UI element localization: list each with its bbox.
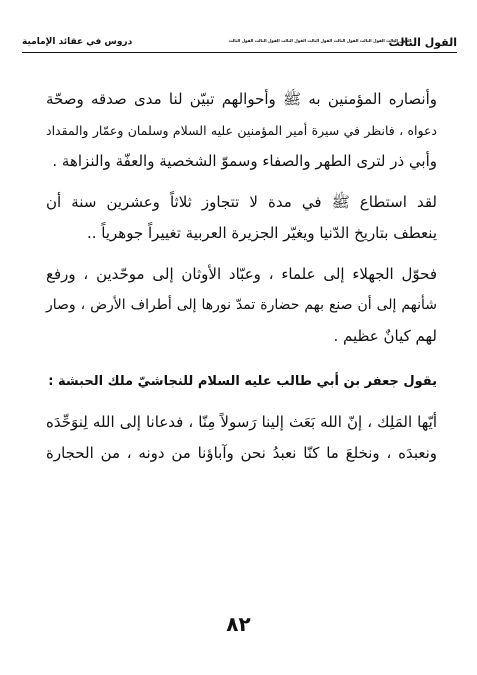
- header-section-title: القول الثالث: [388, 36, 457, 49]
- text-line: وأنصاره المؤمنين به ﷺ وأحوالهم تبيّن لنا مدى صدقه وصحّة: [46, 90, 437, 108]
- page-body: [46, 84, 437, 469]
- header-divider: [22, 52, 457, 53]
- section-heading: يقول جعفر بن أبي طالب عليه السلام للنجاشيّ ملك الحبشة :: [48, 374, 437, 389]
- text-line: وأبي ذر لترى الطهر والصفاء وسموّ الشخصية والعفّة والنزاهة .: [52, 152, 437, 170]
- text-line: فحوّل الجهلاء إلى علماء ، وعبّاد الأوثان إلى موحّدين ، ورفع: [46, 265, 437, 283]
- header-book-title: دروس في عقائد الإمامية: [22, 37, 133, 47]
- text-line: لقد استطاع ﷺ في مدة لا تتجاوز ثلاثاً وعشرين سنة أن: [46, 193, 437, 211]
- text-line: ونعبدَه ، ونخلعَ ما كنّا نعبدُ نحن وآباؤنا من دونه ، من الحجارة: [46, 444, 437, 462]
- text-line: شأنهم إلى أن صنع بهم حضارة تمدّ نورها إلى أطراف الأرض ، وصار: [46, 297, 437, 313]
- header-repeated-title: القول الثالث القول الثالث القول الثالث القول الثالث القول الثالث القول الثالث القول الثالث: [228, 38, 411, 43]
- page-number: ٨٢: [226, 612, 251, 636]
- text-line: لهم كيانٌ عظيم .: [333, 327, 437, 345]
- running-header: [22, 34, 457, 52]
- text-line: دعواه ، فانظر في سيرة أمير المؤمنين عليه السلام وسلمان وعمّار والمقداد: [46, 123, 437, 138]
- text-line: أيّها المَلِك ، إنّ الله بَعَث إلينا رَسولاً مِنّا ، فدعانا إلى الله لِنوَحِّدَه: [46, 413, 437, 431]
- text-line: ينعطف بتاريخ الدّنيا ويغيّر الجزيرة العربية تغييراً جوهرياً ..: [86, 224, 437, 242]
